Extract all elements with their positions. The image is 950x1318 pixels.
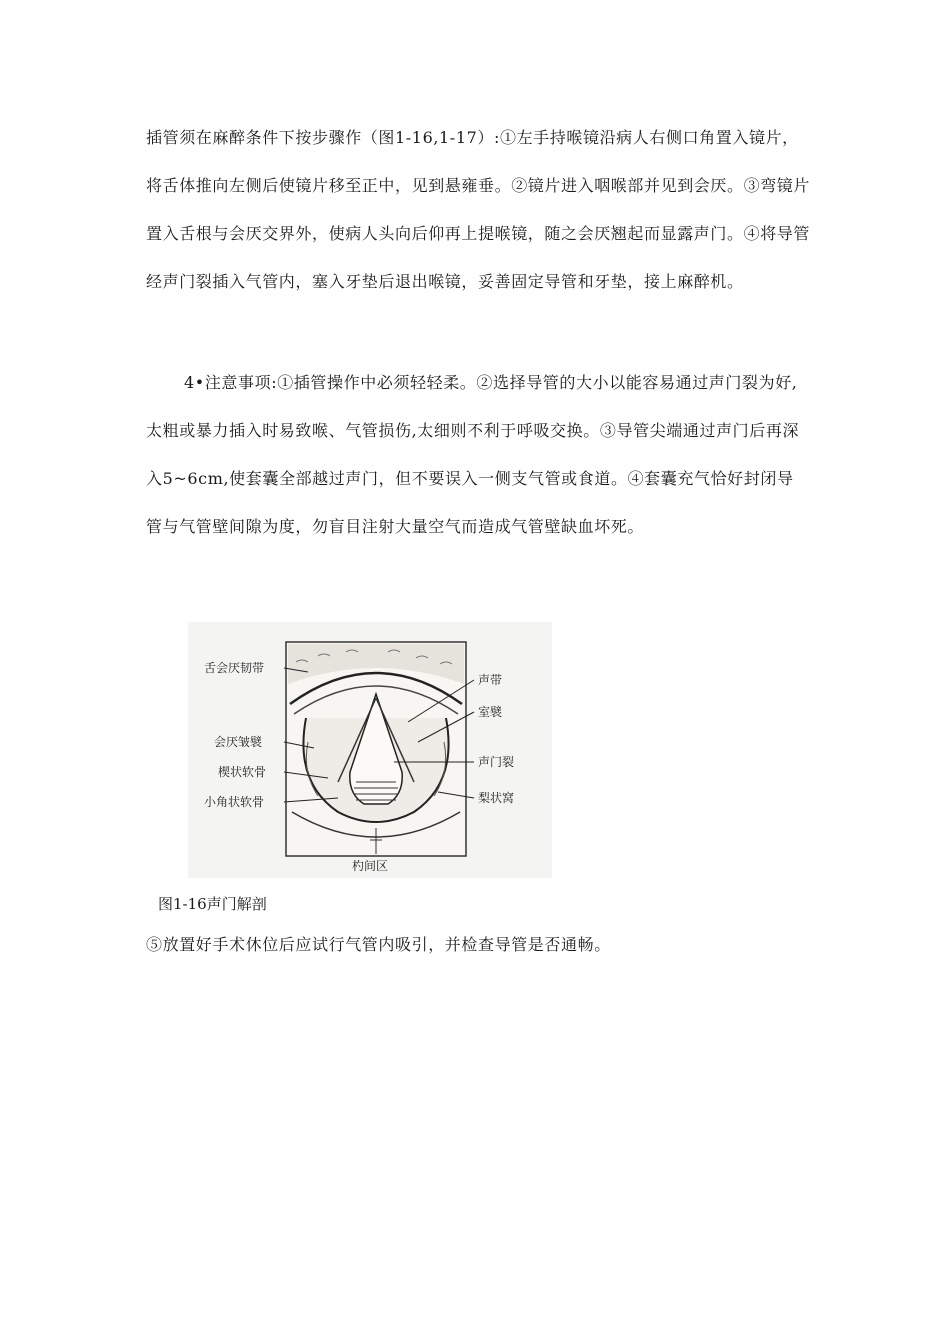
label-corniculate-cartilage: 小角状软骨 (204, 795, 265, 809)
label-ventricular-fold: 室襞 (478, 705, 503, 719)
glottis-anatomy-drawing (188, 622, 552, 878)
glottis-anatomy-figure (188, 622, 552, 878)
label-rima-glottidis: 声门裂 (478, 755, 515, 769)
suction-check-paragraph: ⑤放置好手术休位后应试行气管内吸引，并检查导管是否通畅。 (146, 935, 611, 954)
intubation-steps-paragraph: 插管须在麻醉条件下按步骤作（图1-16,1-17）:①左手持喉镜沿病人右侧口角置入镜片，将舌体推向左侧后使镜片移至正中，见到悬雍垂。②镜片进入咽喉部并见到会厌。③弯镜片置入舌根与会厌交界外，使病人头向后仰再上提喉镜，随之会厌翘起而显露声门。④将导管经声门裂插入气管内，塞入牙垫后退出喉镜，妥善固定导管和牙垫，接上麻醉机。 (146, 128, 811, 291)
label-cuneiform-cartilage: 楔状软骨 (218, 765, 267, 779)
precautions-paragraph: 4•注意事项:①插管操作中必须轻轻柔。②选择导管的大小以能容易通过声门裂为好,太粗或暴力插入时易致喉、气管损伤,太细则不利于呼吸交换。③导管尖端通过声门后再深入5~6cm,使套囊全部越过声门，但不要误入一侧支气管或食道。④套囊充气恰好封闭导管与气管壁间隙为度，勿盲目注射大量空气而造成气管壁缺血坏死。 (146, 373, 800, 536)
label-lingual-epiglottic-ligament: 舌会厌韧带 (204, 661, 265, 675)
label-epiglottic-fold: 会厌皱襞 (214, 735, 263, 749)
label-piriform-fossa: 梨状窝 (478, 791, 515, 805)
figure-caption: 图1-16声门解剖 (158, 895, 267, 913)
label-vocal-cord: 声带 (478, 673, 503, 687)
label-interarytenoid-area: 杓间区 (352, 859, 389, 873)
